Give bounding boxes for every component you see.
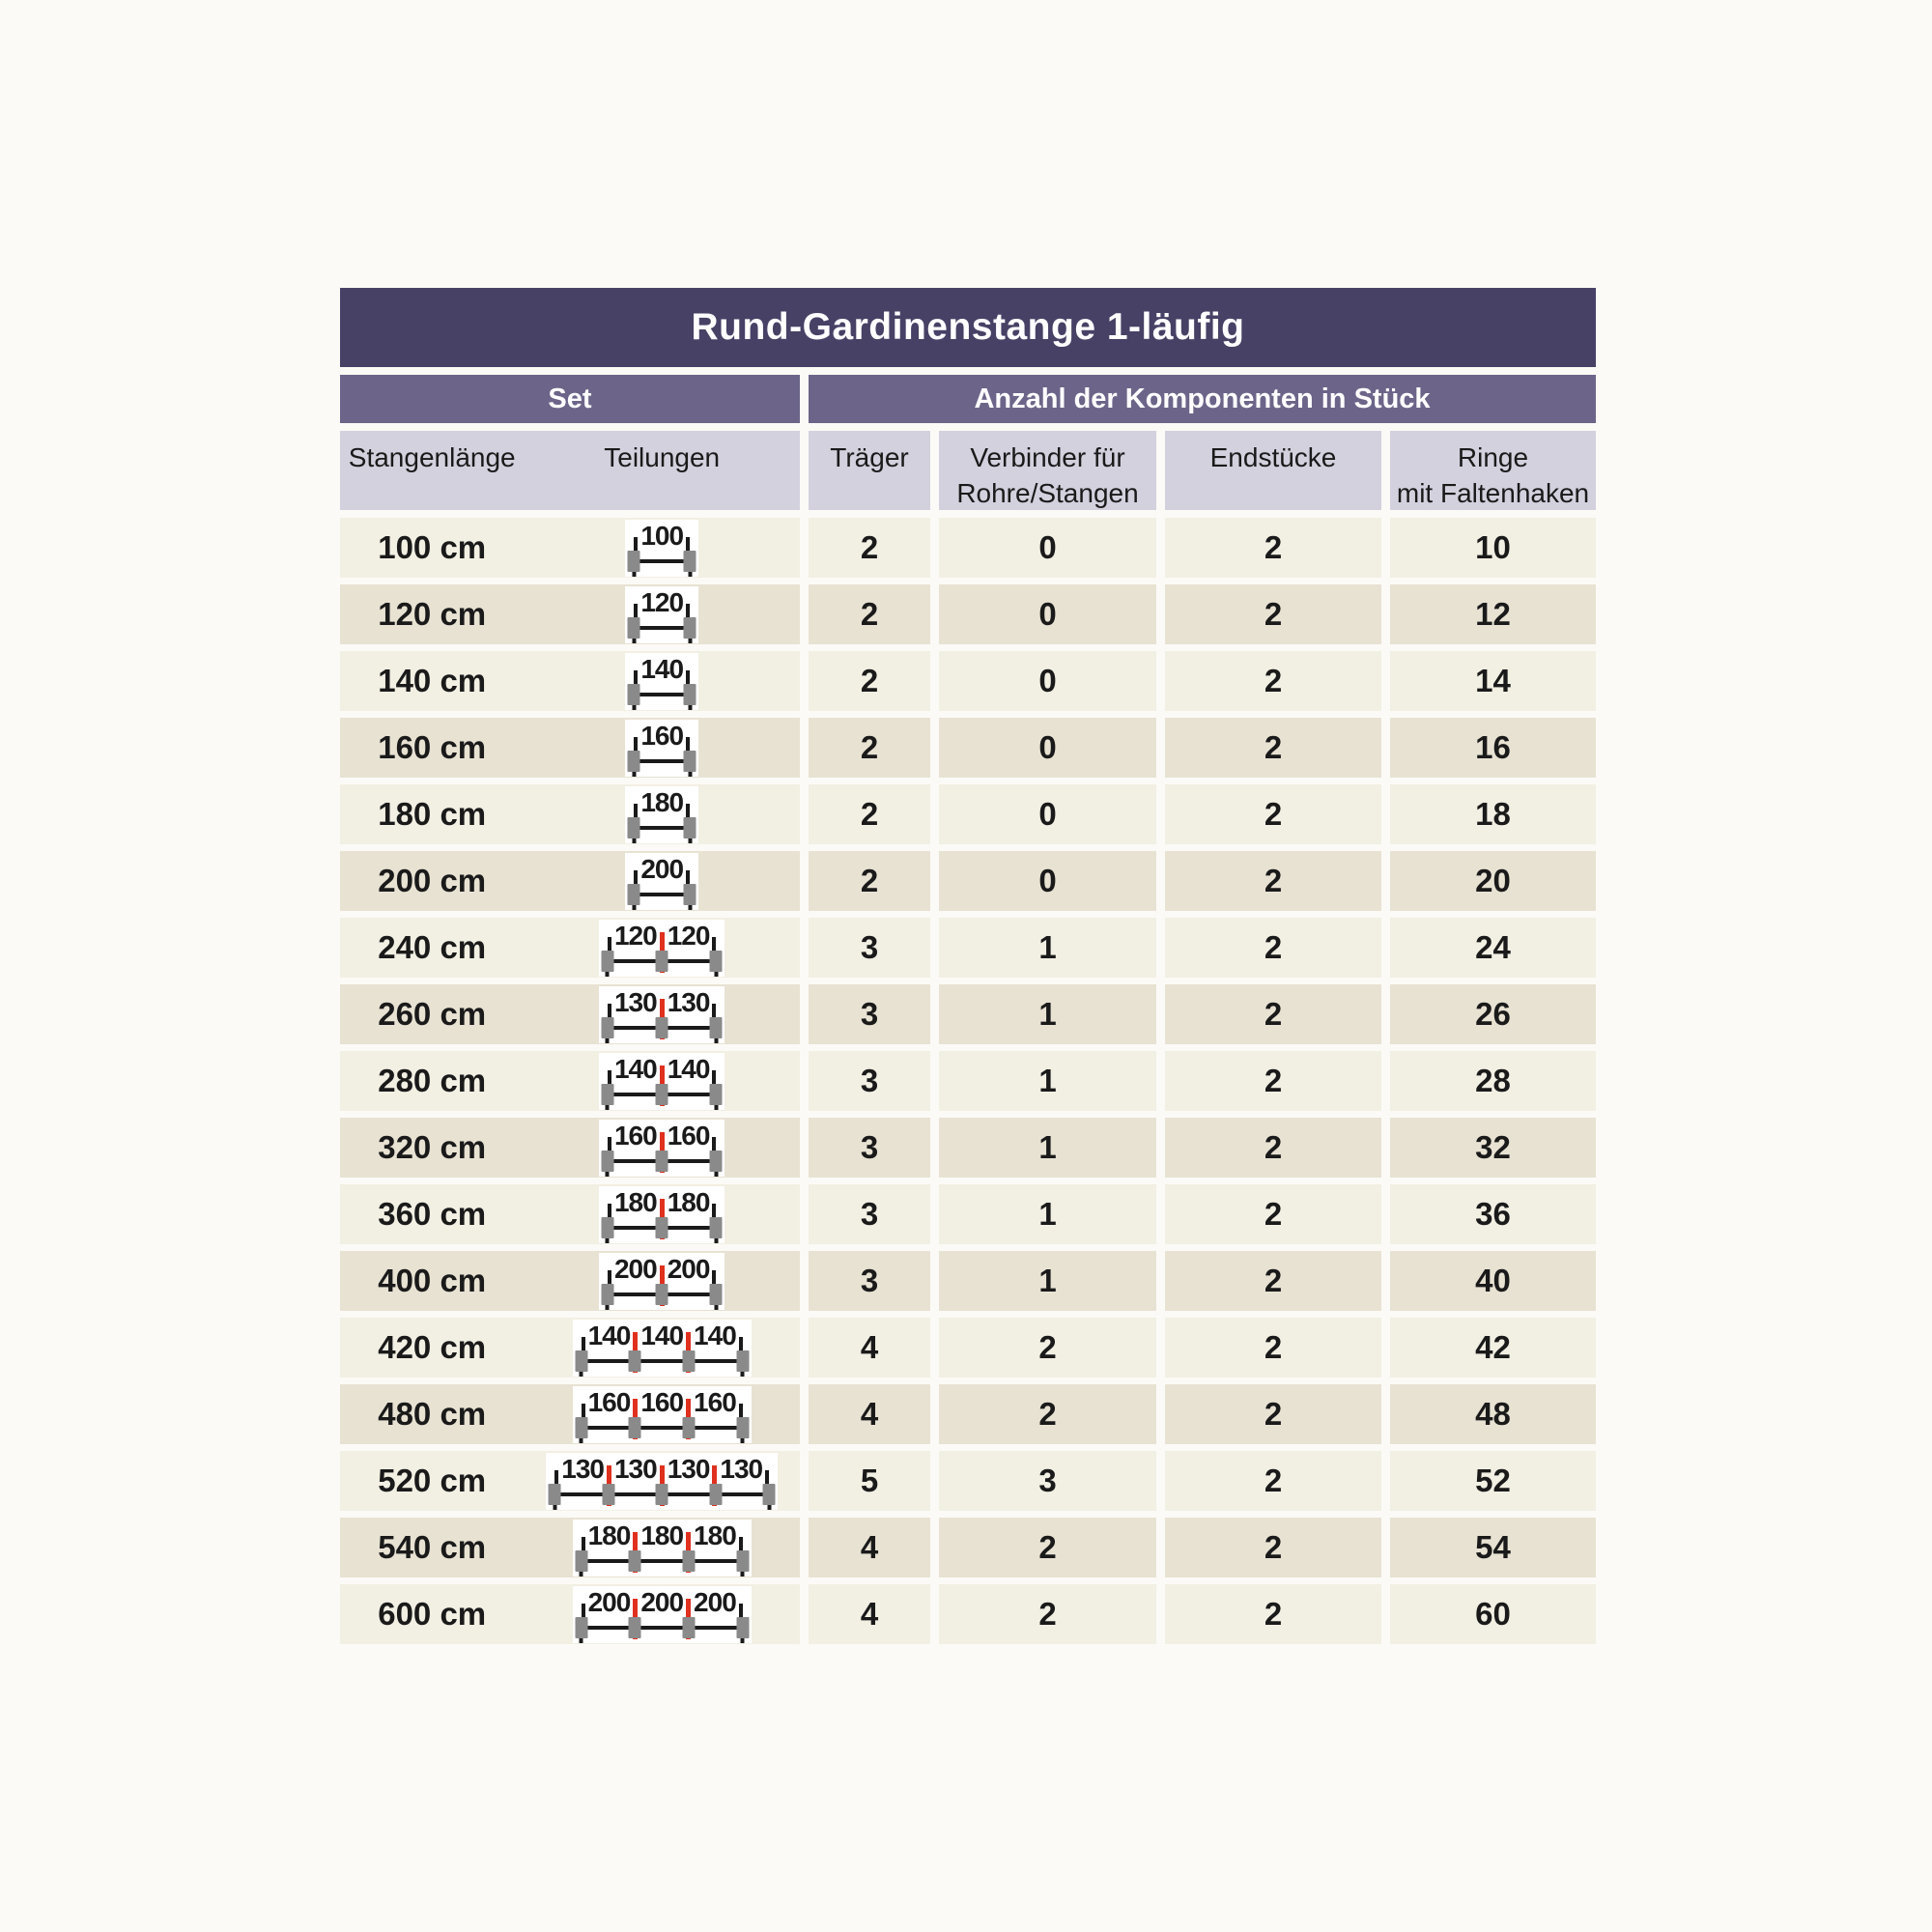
wall-bracket-icon bbox=[549, 1484, 561, 1505]
verbinder-value: 1 bbox=[939, 1118, 1156, 1178]
set-cell bbox=[340, 1451, 800, 1511]
wall-bracket-icon bbox=[628, 884, 640, 905]
diagram-numbers bbox=[608, 1122, 716, 1151]
rod-division-diagram bbox=[599, 1120, 724, 1177]
verbinder-value: 1 bbox=[939, 918, 1156, 978]
wall-bracket-icon bbox=[683, 1617, 696, 1638]
segment-length: 140 bbox=[640, 653, 684, 684]
segment-length: 200 bbox=[587, 1586, 631, 1617]
wall-bracket-icon bbox=[601, 1084, 613, 1105]
verbinder-value: 0 bbox=[939, 784, 1156, 844]
teilungen-cell bbox=[524, 986, 800, 1043]
wall-bracket-icon bbox=[710, 1017, 723, 1038]
segment-length: 200 bbox=[667, 1253, 710, 1284]
traeger-value: 3 bbox=[809, 918, 930, 978]
diagram-numbers bbox=[582, 1322, 743, 1351]
diagram-numbers bbox=[634, 520, 690, 552]
verbinder-value: 2 bbox=[939, 1318, 1156, 1378]
segment-length: 180 bbox=[587, 1520, 631, 1550]
set-cell bbox=[340, 651, 800, 711]
table-row bbox=[340, 984, 1596, 1044]
diagram-numbers bbox=[634, 653, 690, 685]
column-header-set bbox=[340, 431, 800, 510]
table-row bbox=[340, 1518, 1596, 1577]
set-cell bbox=[340, 851, 800, 911]
set-cell bbox=[340, 1051, 800, 1111]
wall-bracket-icon bbox=[602, 1484, 614, 1505]
traeger-value: 2 bbox=[809, 784, 930, 844]
wall-bracket-icon bbox=[736, 1617, 749, 1638]
traeger-value: 2 bbox=[809, 651, 930, 711]
traeger-value: 2 bbox=[809, 718, 930, 778]
table-row bbox=[340, 1051, 1596, 1111]
ringe-value: 16 bbox=[1390, 718, 1596, 778]
set-cell bbox=[340, 984, 800, 1044]
diagram-numbers bbox=[582, 1586, 743, 1618]
endstuecke-value: 2 bbox=[1165, 1451, 1381, 1511]
segment-length: 100 bbox=[640, 520, 684, 551]
segment-length: 200 bbox=[613, 1253, 657, 1284]
rod-division-diagram bbox=[573, 1586, 752, 1643]
diagram-numbers bbox=[608, 1186, 716, 1218]
stangenlaenge-value: 360 cm bbox=[378, 1196, 487, 1232]
rod-division-diagram bbox=[625, 586, 698, 643]
teilungen-cell bbox=[524, 1053, 800, 1110]
column-header-row bbox=[340, 431, 1596, 510]
wall-bracket-icon bbox=[763, 1484, 776, 1505]
segment-length: 160 bbox=[613, 1120, 657, 1151]
wall-bracket-icon bbox=[683, 1350, 696, 1372]
table-row bbox=[340, 651, 1596, 711]
diagram-rod bbox=[582, 1352, 743, 1370]
endstuecke-value: 2 bbox=[1165, 784, 1381, 844]
wall-bracket-icon bbox=[656, 1084, 668, 1105]
wall-bracket-icon bbox=[656, 1484, 668, 1505]
ringe-value: 10 bbox=[1390, 518, 1596, 578]
segment-length: 140 bbox=[587, 1320, 631, 1350]
set-cell bbox=[340, 1518, 800, 1577]
diagram-rod bbox=[608, 1286, 716, 1303]
wall-bracket-icon bbox=[710, 1284, 723, 1305]
diagram-rod bbox=[608, 1019, 716, 1037]
ringe-value: 36 bbox=[1390, 1184, 1596, 1244]
stangenlaenge-value: 260 cm bbox=[378, 996, 487, 1032]
wall-bracket-icon bbox=[575, 1417, 587, 1438]
teilungen-cell bbox=[524, 1120, 800, 1177]
table-row bbox=[340, 1318, 1596, 1378]
rod-division-diagram bbox=[599, 986, 724, 1043]
rod-division-diagram bbox=[546, 1453, 778, 1510]
group-header-row bbox=[340, 375, 1596, 423]
segment-length: 140 bbox=[640, 1320, 684, 1350]
stangenlaenge-value: 240 cm bbox=[378, 929, 487, 965]
diagram-rod bbox=[608, 1219, 716, 1236]
group-header-set: Set bbox=[340, 375, 800, 423]
wall-bracket-icon bbox=[709, 1484, 722, 1505]
segment-length: 120 bbox=[640, 586, 684, 617]
traeger-value: 2 bbox=[809, 584, 930, 644]
segment-length: 160 bbox=[640, 1386, 684, 1417]
teilungen-cell bbox=[524, 720, 800, 777]
wall-bracket-icon bbox=[684, 551, 696, 572]
table-row bbox=[340, 918, 1596, 978]
teilungen-cell bbox=[524, 786, 800, 843]
rod-division-diagram bbox=[625, 853, 698, 910]
stangenlaenge-value: 420 cm bbox=[378, 1329, 487, 1365]
traeger-value: 2 bbox=[809, 851, 930, 911]
table-title: Rund-Gardinenstange 1-läufig bbox=[691, 306, 1245, 348]
diagram-numbers bbox=[634, 786, 690, 818]
wall-bracket-icon bbox=[683, 1550, 696, 1572]
table-rows bbox=[340, 518, 1596, 1644]
segment-length: 160 bbox=[667, 1120, 710, 1151]
segment-length: 160 bbox=[694, 1386, 736, 1417]
set-cell bbox=[340, 784, 800, 844]
rod-division-diagram bbox=[573, 1320, 752, 1377]
stangenlaenge-value: 280 cm bbox=[378, 1063, 487, 1098]
teilungen-cell bbox=[524, 1320, 800, 1377]
stangenlaenge-value: 600 cm bbox=[378, 1596, 487, 1632]
column-header-endstuecke: Endstücke bbox=[1165, 431, 1381, 510]
table-row bbox=[340, 851, 1596, 911]
set-cell bbox=[340, 1118, 800, 1178]
column-header-ringe-line2: mit Faltenhaken bbox=[1396, 478, 1590, 508]
wall-bracket-icon bbox=[684, 684, 696, 705]
table-row bbox=[340, 1584, 1596, 1644]
endstuecke-value: 2 bbox=[1165, 1318, 1381, 1378]
stangenlaenge-value: 520 cm bbox=[378, 1463, 487, 1498]
wall-bracket-icon bbox=[601, 951, 613, 972]
wall-bracket-icon bbox=[656, 1284, 668, 1305]
wall-bracket-icon bbox=[710, 1084, 723, 1105]
stangenlaenge-value: 400 cm bbox=[378, 1263, 487, 1298]
traeger-value: 4 bbox=[809, 1584, 930, 1644]
set-cell bbox=[340, 918, 800, 978]
teilungen-cell bbox=[524, 653, 800, 710]
verbinder-value: 1 bbox=[939, 1251, 1156, 1311]
stangenlaenge-value: 180 cm bbox=[378, 796, 487, 832]
segment-length: 160 bbox=[640, 720, 684, 751]
column-header-stangenlaenge: Stangenlänge bbox=[348, 442, 516, 472]
segment-length: 200 bbox=[640, 853, 684, 884]
ringe-value: 18 bbox=[1390, 784, 1596, 844]
set-cell bbox=[340, 518, 800, 578]
segment-length: 180 bbox=[640, 786, 684, 817]
stangenlaenge-value: 320 cm bbox=[378, 1129, 487, 1165]
segment-length: 120 bbox=[667, 920, 710, 951]
diagram-rod bbox=[582, 1552, 743, 1570]
traeger-value: 3 bbox=[809, 1184, 930, 1244]
endstuecke-value: 2 bbox=[1165, 584, 1381, 644]
teilungen-cell bbox=[524, 920, 800, 977]
table-row bbox=[340, 718, 1596, 778]
verbinder-value: 0 bbox=[939, 851, 1156, 911]
endstuecke-value: 2 bbox=[1165, 918, 1381, 978]
column-header-verbinder-line1: Verbinder für bbox=[970, 442, 1125, 472]
diagram-numbers bbox=[608, 986, 716, 1018]
verbinder-value: 0 bbox=[939, 584, 1156, 644]
diagram-numbers bbox=[634, 586, 690, 618]
table-row bbox=[340, 1251, 1596, 1311]
traeger-value: 4 bbox=[809, 1384, 930, 1444]
segment-length: 200 bbox=[694, 1586, 736, 1617]
wall-bracket-icon bbox=[710, 1217, 723, 1238]
diagram-numbers bbox=[608, 1053, 716, 1085]
wall-bracket-icon bbox=[601, 1017, 613, 1038]
wall-bracket-icon bbox=[684, 817, 696, 838]
wall-bracket-icon bbox=[629, 1417, 641, 1438]
segment-length: 130 bbox=[667, 1453, 710, 1484]
set-cell bbox=[340, 718, 800, 778]
ringe-value: 52 bbox=[1390, 1451, 1596, 1511]
table-row bbox=[340, 584, 1596, 644]
teilungen-cell bbox=[524, 520, 800, 577]
segment-length: 140 bbox=[613, 1053, 657, 1084]
group-header-components: Anzahl der Komponenten in Stück bbox=[809, 375, 1596, 423]
segment-length: 180 bbox=[613, 1186, 657, 1217]
set-cell bbox=[340, 584, 800, 644]
teilungen-cell bbox=[524, 586, 800, 643]
teilungen-cell bbox=[524, 1453, 800, 1510]
wall-bracket-icon bbox=[575, 1550, 587, 1572]
diagram-rod bbox=[554, 1486, 769, 1503]
diagram-numbers bbox=[582, 1386, 743, 1418]
teilungen-cell bbox=[524, 1386, 800, 1443]
wall-bracket-icon bbox=[628, 684, 640, 705]
rod-division-diagram bbox=[625, 653, 698, 710]
diagram-rod bbox=[634, 753, 690, 770]
diagram-rod bbox=[634, 686, 690, 703]
wall-bracket-icon bbox=[736, 1350, 749, 1372]
rod-division-diagram bbox=[573, 1386, 752, 1443]
spec-table bbox=[340, 288, 1596, 1651]
verbinder-value: 2 bbox=[939, 1584, 1156, 1644]
table-title-bar bbox=[340, 288, 1596, 367]
verbinder-value: 0 bbox=[939, 718, 1156, 778]
set-cell bbox=[340, 1184, 800, 1244]
table-row bbox=[340, 1451, 1596, 1511]
endstuecke-value: 2 bbox=[1165, 1184, 1381, 1244]
traeger-value: 3 bbox=[809, 1118, 930, 1178]
teilungen-cell bbox=[524, 1253, 800, 1310]
stangenlaenge-value: 140 cm bbox=[378, 663, 487, 698]
segment-length: 140 bbox=[667, 1053, 710, 1084]
teilungen-cell bbox=[524, 1586, 800, 1643]
endstuecke-value: 2 bbox=[1165, 1518, 1381, 1577]
ringe-value: 24 bbox=[1390, 918, 1596, 978]
ringe-value: 40 bbox=[1390, 1251, 1596, 1311]
endstuecke-value: 2 bbox=[1165, 518, 1381, 578]
wall-bracket-icon bbox=[629, 1350, 641, 1372]
verbinder-value: 1 bbox=[939, 1051, 1156, 1111]
ringe-value: 32 bbox=[1390, 1118, 1596, 1178]
diagram-rod bbox=[634, 619, 690, 637]
stangenlaenge-value: 480 cm bbox=[378, 1396, 487, 1432]
wall-bracket-icon bbox=[628, 751, 640, 772]
column-header-verbinder-line2: Rohre/Stangen bbox=[956, 478, 1139, 508]
set-cell bbox=[340, 1584, 800, 1644]
diagram-numbers bbox=[608, 920, 716, 952]
endstuecke-value: 2 bbox=[1165, 984, 1381, 1044]
diagram-rod bbox=[608, 1152, 716, 1170]
rod-division-diagram bbox=[599, 920, 724, 977]
wall-bracket-icon bbox=[683, 1417, 696, 1438]
segment-length: 120 bbox=[613, 920, 657, 951]
table-row bbox=[340, 518, 1596, 578]
wall-bracket-icon bbox=[656, 1017, 668, 1038]
segment-length: 160 bbox=[587, 1386, 631, 1417]
segment-length: 180 bbox=[694, 1520, 736, 1550]
wall-bracket-icon bbox=[601, 1217, 613, 1238]
stangenlaenge-value: 540 cm bbox=[378, 1529, 487, 1565]
endstuecke-value: 2 bbox=[1165, 851, 1381, 911]
diagram-rod bbox=[608, 1086, 716, 1103]
column-header-verbinder bbox=[939, 431, 1156, 510]
rod-division-diagram bbox=[599, 1053, 724, 1110]
column-header-teilungen: Teilungen bbox=[604, 442, 721, 472]
wall-bracket-icon bbox=[710, 951, 723, 972]
wall-bracket-icon bbox=[736, 1417, 749, 1438]
segment-length: 140 bbox=[694, 1320, 736, 1350]
verbinder-value: 2 bbox=[939, 1384, 1156, 1444]
traeger-value: 4 bbox=[809, 1518, 930, 1577]
set-cell bbox=[340, 1318, 800, 1378]
diagram-numbers bbox=[554, 1453, 769, 1485]
ringe-value: 48 bbox=[1390, 1384, 1596, 1444]
diagram-rod bbox=[582, 1419, 743, 1436]
endstuecke-value: 2 bbox=[1165, 1118, 1381, 1178]
diagram-rod bbox=[634, 819, 690, 837]
wall-bracket-icon bbox=[684, 751, 696, 772]
verbinder-value: 0 bbox=[939, 651, 1156, 711]
segment-length: 180 bbox=[640, 1520, 684, 1550]
endstuecke-value: 2 bbox=[1165, 1384, 1381, 1444]
diagram-numbers bbox=[634, 853, 690, 885]
wall-bracket-icon bbox=[629, 1550, 641, 1572]
diagram-rod bbox=[634, 886, 690, 903]
wall-bracket-icon bbox=[601, 1284, 613, 1305]
segment-length: 130 bbox=[613, 1453, 657, 1484]
endstuecke-value: 2 bbox=[1165, 1584, 1381, 1644]
wall-bracket-icon bbox=[628, 817, 640, 838]
verbinder-value: 0 bbox=[939, 518, 1156, 578]
segment-length: 130 bbox=[720, 1453, 763, 1484]
wall-bracket-icon bbox=[575, 1350, 587, 1372]
ringe-value: 26 bbox=[1390, 984, 1596, 1044]
rod-division-diagram bbox=[573, 1520, 752, 1577]
segment-length: 130 bbox=[561, 1453, 604, 1484]
ringe-value: 42 bbox=[1390, 1318, 1596, 1378]
endstuecke-value: 2 bbox=[1165, 651, 1381, 711]
table-row bbox=[340, 1384, 1596, 1444]
diagram-numbers bbox=[634, 720, 690, 752]
segment-length: 130 bbox=[613, 986, 657, 1017]
ringe-value: 14 bbox=[1390, 651, 1596, 711]
diagram-numbers bbox=[582, 1522, 743, 1551]
traeger-value: 3 bbox=[809, 1051, 930, 1111]
wall-bracket-icon bbox=[656, 1151, 668, 1172]
set-cell bbox=[340, 1251, 800, 1311]
rod-division-diagram bbox=[599, 1253, 724, 1310]
column-header-ringe bbox=[1390, 431, 1596, 510]
traeger-value: 5 bbox=[809, 1451, 930, 1511]
endstuecke-value: 2 bbox=[1165, 1251, 1381, 1311]
rod-division-diagram bbox=[599, 1186, 724, 1243]
endstuecke-value: 2 bbox=[1165, 1051, 1381, 1111]
rod-division-diagram bbox=[625, 720, 698, 777]
wall-bracket-icon bbox=[684, 884, 696, 905]
traeger-value: 3 bbox=[809, 984, 930, 1044]
wall-bracket-icon bbox=[628, 551, 640, 572]
table-row bbox=[340, 1118, 1596, 1178]
wall-bracket-icon bbox=[601, 1151, 613, 1172]
set-cell bbox=[340, 1384, 800, 1444]
wall-bracket-icon bbox=[629, 1617, 641, 1638]
diagram-rod bbox=[634, 553, 690, 570]
stangenlaenge-value: 160 cm bbox=[378, 729, 487, 765]
wall-bracket-icon bbox=[656, 951, 668, 972]
ringe-value: 12 bbox=[1390, 584, 1596, 644]
ringe-value: 28 bbox=[1390, 1051, 1596, 1111]
rod-division-diagram bbox=[625, 786, 698, 843]
traeger-value: 4 bbox=[809, 1318, 930, 1378]
traeger-value: 3 bbox=[809, 1251, 930, 1311]
traeger-value: 2 bbox=[809, 518, 930, 578]
verbinder-value: 1 bbox=[939, 984, 1156, 1044]
verbinder-value: 3 bbox=[939, 1451, 1156, 1511]
teilungen-cell bbox=[524, 1186, 800, 1243]
wall-bracket-icon bbox=[736, 1550, 749, 1572]
wall-bracket-icon bbox=[575, 1617, 587, 1638]
stangenlaenge-value: 120 cm bbox=[378, 596, 487, 632]
ringe-value: 54 bbox=[1390, 1518, 1596, 1577]
verbinder-value: 2 bbox=[939, 1518, 1156, 1577]
table-row bbox=[340, 784, 1596, 844]
ringe-value: 20 bbox=[1390, 851, 1596, 911]
segment-length: 130 bbox=[667, 986, 710, 1017]
wall-bracket-icon bbox=[684, 617, 696, 639]
table-row bbox=[340, 1184, 1596, 1244]
wall-bracket-icon bbox=[628, 617, 640, 639]
wall-bracket-icon bbox=[656, 1217, 668, 1238]
diagram-rod bbox=[608, 952, 716, 970]
segment-length: 200 bbox=[640, 1586, 684, 1617]
stangenlaenge-value: 100 cm bbox=[378, 529, 487, 565]
diagram-rod bbox=[582, 1619, 743, 1636]
column-header-ringe-line1: Ringe bbox=[1457, 442, 1529, 472]
wall-bracket-icon bbox=[710, 1151, 723, 1172]
rod-division-diagram bbox=[625, 520, 698, 577]
verbinder-value: 1 bbox=[939, 1184, 1156, 1244]
teilungen-cell bbox=[524, 1520, 800, 1577]
teilungen-cell bbox=[524, 853, 800, 910]
ringe-value: 60 bbox=[1390, 1584, 1596, 1644]
segment-length: 180 bbox=[667, 1186, 710, 1217]
column-header-traeger: Träger bbox=[809, 431, 930, 510]
stangenlaenge-value: 200 cm bbox=[378, 863, 487, 898]
diagram-numbers bbox=[608, 1253, 716, 1285]
endstuecke-value: 2 bbox=[1165, 718, 1381, 778]
